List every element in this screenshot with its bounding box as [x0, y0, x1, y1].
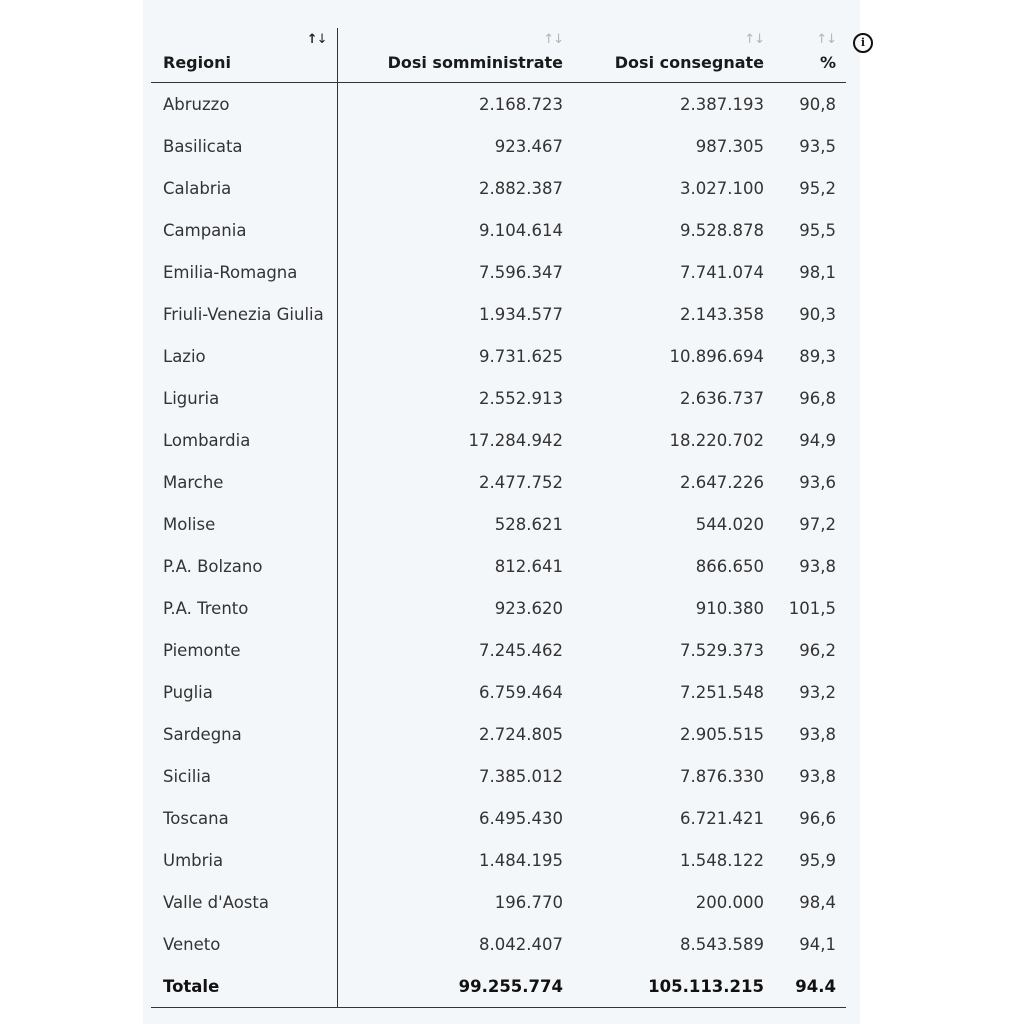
table-row: [151, 587, 846, 629]
percent: 90,8: [799, 94, 836, 114]
table-row: [151, 83, 846, 126]
percent: 96,6: [799, 808, 836, 828]
region-name: Friuli-Venezia Giulia: [151, 293, 337, 335]
region-name: Emilia-Romagna: [151, 251, 337, 293]
dosi-somministrate: 923.467: [494, 136, 563, 156]
table-row: [151, 419, 846, 461]
region-name: P.A. Trento: [151, 587, 337, 629]
percent: 95,2: [799, 178, 836, 198]
dosi-consegnate: 8.543.589: [680, 934, 764, 954]
dosi-somministrate: 1.484.195: [479, 850, 563, 870]
region-name: Lazio: [151, 335, 337, 377]
dosi-consegnate: 2.647.226: [680, 472, 764, 492]
percent: 96,8: [799, 388, 836, 408]
percent: 95,9: [799, 850, 836, 870]
region-name: Liguria: [151, 377, 337, 419]
percent: 93,6: [799, 472, 836, 492]
dosi-consegnate: 7.529.373: [680, 640, 764, 660]
dosi-somministrate: 2.552.913: [479, 388, 563, 408]
total-label: Totale: [151, 965, 337, 1008]
region-name: Sardegna: [151, 713, 337, 755]
dosi-somministrate: 2.168.723: [479, 94, 563, 114]
sort-icon[interactable]: ↑↓: [744, 32, 764, 47]
dosi-somministrate: 6.759.464: [479, 682, 563, 702]
table-row: [151, 713, 846, 755]
table-row: [151, 461, 846, 503]
dosi-consegnate: 2.905.515: [680, 724, 764, 744]
dosi-consegnate: 910.380: [695, 598, 764, 618]
table-row: [151, 671, 846, 713]
table-row: [151, 125, 846, 167]
region-name: Basilicata: [151, 125, 337, 167]
dosi-consegnate: 7.251.548: [680, 682, 764, 702]
total-row: [151, 965, 846, 1008]
percent: 97,2: [799, 514, 836, 534]
dosi-consegnate: 10.896.694: [669, 346, 764, 366]
percent: 93,8: [799, 724, 836, 744]
info-icon[interactable]: i: [853, 33, 873, 53]
percent: 93,2: [799, 682, 836, 702]
dosi-consegnate: 7.876.330: [680, 766, 764, 786]
region-name: Abruzzo: [151, 83, 337, 126]
dosi-somministrate: 923.620: [494, 598, 563, 618]
dosi-somministrate: 196.770: [494, 892, 563, 912]
percent: 93,8: [799, 766, 836, 786]
vaccine-doses-table: [151, 28, 846, 1008]
dosi-somministrate: 2.477.752: [479, 472, 563, 492]
header-label: Dosi somministrate: [387, 53, 563, 72]
total-dosi-consegnate: 105.113.215: [573, 965, 774, 1008]
sort-icon[interactable]: ↑↓: [816, 32, 836, 47]
table-row: [151, 209, 846, 251]
dosi-consegnate: 544.020: [695, 514, 764, 534]
percent: 98,1: [799, 262, 836, 282]
table-row: [151, 797, 846, 839]
dosi-consegnate: 18.220.702: [669, 430, 764, 450]
dosi-somministrate: 812.641: [494, 556, 563, 576]
region-name: Marche: [151, 461, 337, 503]
total-percent: 94.4: [774, 965, 846, 1008]
dosi-somministrate: 7.596.347: [479, 262, 563, 282]
dosi-somministrate: 7.245.462: [479, 640, 563, 660]
dosi-somministrate: 2.882.387: [479, 178, 563, 198]
dosi-somministrate: 17.284.942: [468, 430, 563, 450]
table-row: [151, 923, 846, 965]
dosi-somministrate: 2.724.805: [479, 724, 563, 744]
column-header-regioni[interactable]: [151, 28, 337, 83]
table-row: [151, 293, 846, 335]
region-name: Calabria: [151, 167, 337, 209]
dosi-consegnate: 3.027.100: [680, 178, 764, 198]
dosi-consegnate: 866.650: [695, 556, 764, 576]
dosi-consegnate: 6.721.421: [680, 808, 764, 828]
percent: 98,4: [799, 892, 836, 912]
table-row: [151, 839, 846, 881]
region-name: P.A. Bolzano: [151, 545, 337, 587]
table-row: [151, 545, 846, 587]
region-name: Puglia: [151, 671, 337, 713]
dosi-somministrate: 528.621: [494, 514, 563, 534]
dosi-consegnate: 2.387.193: [680, 94, 764, 114]
percent: 90,3: [799, 304, 836, 324]
table-row: [151, 167, 846, 209]
total-dosi-somministrate: 99.255.774: [337, 965, 573, 1008]
dosi-consegnate: 987.305: [695, 136, 764, 156]
region-name: Piemonte: [151, 629, 337, 671]
dosi-consegnate: 7.741.074: [680, 262, 764, 282]
dosi-consegnate: 9.528.878: [680, 220, 764, 240]
percent: 93,8: [799, 556, 836, 576]
percent: 94,1: [799, 934, 836, 954]
region-name: Molise: [151, 503, 337, 545]
table-row: [151, 335, 846, 377]
sort-icon[interactable]: ↑↓: [306, 32, 327, 47]
table-row: [151, 881, 846, 923]
region-name: Lombardia: [151, 419, 337, 461]
table-row: [151, 251, 846, 293]
dosi-somministrate: 9.104.614: [479, 220, 563, 240]
header-label: Regioni: [163, 53, 231, 72]
dosi-somministrate: 1.934.577: [479, 304, 563, 324]
sort-icon[interactable]: ↑↓: [543, 32, 563, 47]
header-row: [151, 28, 846, 83]
percent: 95,5: [799, 220, 836, 240]
dosi-consegnate: 2.636.737: [680, 388, 764, 408]
percent: 94,9: [799, 430, 836, 450]
column-header-dosi-consegnate[interactable]: [573, 28, 774, 83]
percent: 89,3: [799, 346, 836, 366]
table-row: [151, 503, 846, 545]
table-row: [151, 629, 846, 671]
header-label: %: [819, 53, 836, 72]
dosi-somministrate: 9.731.625: [479, 346, 563, 366]
region-name: Campania: [151, 209, 337, 251]
region-name: Valle d'Aosta: [151, 881, 337, 923]
dosi-consegnate: 1.548.122: [680, 850, 764, 870]
dosi-consegnate: 2.143.358: [680, 304, 764, 324]
table-row: [151, 377, 846, 419]
region-name: Toscana: [151, 797, 337, 839]
percent: 96,2: [799, 640, 836, 660]
column-header-dosi-somministrate[interactable]: [337, 28, 573, 83]
table-row: [151, 755, 846, 797]
dosi-somministrate: 8.042.407: [479, 934, 563, 954]
header-label: Dosi consegnate: [614, 53, 764, 72]
percent: 93,5: [799, 136, 836, 156]
column-header-percent[interactable]: [774, 28, 846, 83]
dosi-somministrate: 6.495.430: [479, 808, 563, 828]
dosi-somministrate: 7.385.012: [479, 766, 563, 786]
region-name: Veneto: [151, 923, 337, 965]
dosi-consegnate: 200.000: [695, 892, 764, 912]
region-name: Umbria: [151, 839, 337, 881]
region-name: Sicilia: [151, 755, 337, 797]
percent: 101,5: [788, 598, 836, 618]
